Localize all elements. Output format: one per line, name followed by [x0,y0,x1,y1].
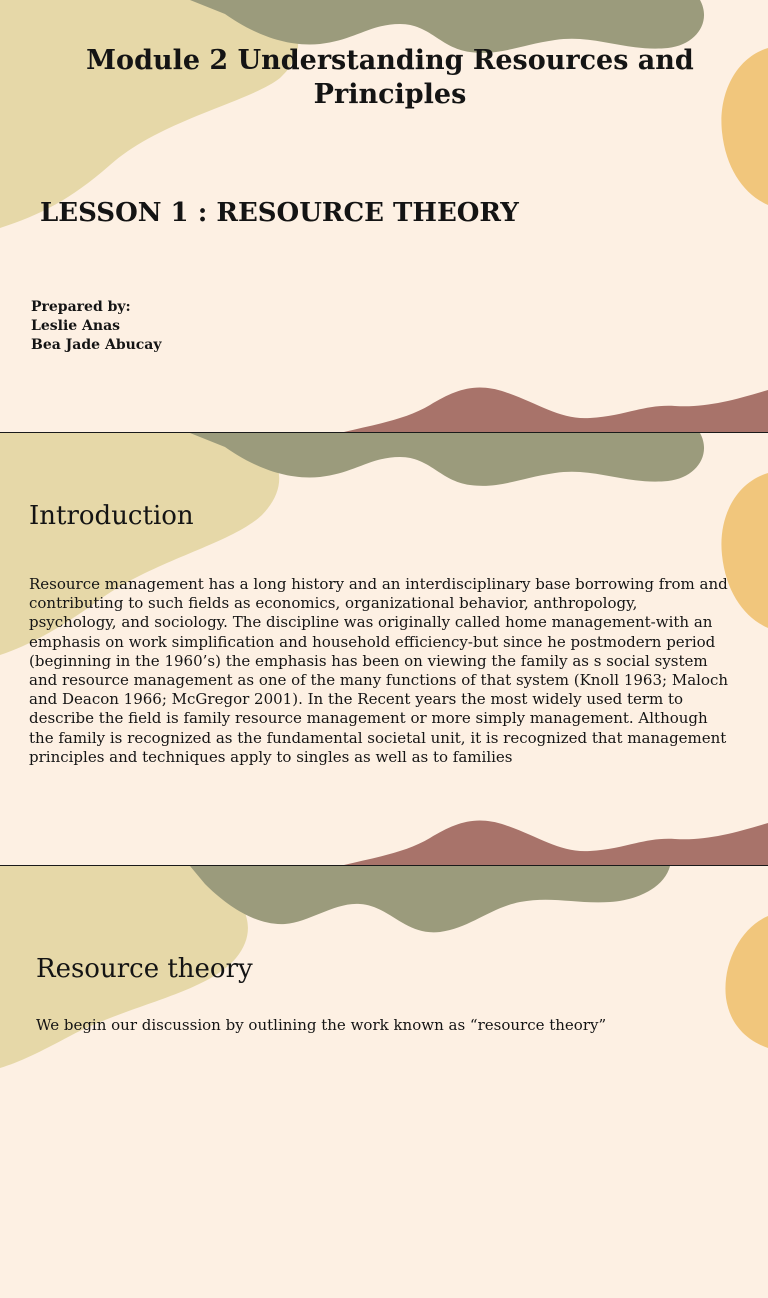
slide-1 [0,0,768,432]
author-name: Bea Jade Abucay [31,337,162,353]
intro-paragraph: Resource management has a long history and an interdisciplinary base borrowing from and contributing to such fields as economics, organizational behavior, anthropology, psychology, and sociology. The discipline was originally called home management-with an emphasis on work simplification and household efficiency-but since he postmodern period (beginning in the 1960’s) the emphasis has been on viewing the family as s social system and resource management as one of the many functions of that system (Knoll 1963; Maloch and Deacon 1966; McGregor 2001). In the Recent years the most widely used term to describe the field is family resource management or more simply management. Although the family is recognized as the fundamental societal unit, it is recognized that management principles and techniques apply to singles as well as to families [29,575,729,766]
author-name: Leslie Anas [31,318,121,334]
slide-3 [0,866,768,1298]
slide-2 [0,433,768,865]
section-heading: Resource theory [36,954,253,984]
lesson-title: LESSON 1 : RESOURCE THEORY [40,198,519,228]
prepared-by-label: Prepared by: [31,299,131,315]
section-heading: Introduction [29,501,194,531]
module-title: Module 2 Understanding Resources and Principles [86,45,694,110]
resource-theory-paragraph: We begin our discussion by outlining the work known as “resource theory” [36,1016,607,1034]
prepared-by-block [31,298,162,355]
